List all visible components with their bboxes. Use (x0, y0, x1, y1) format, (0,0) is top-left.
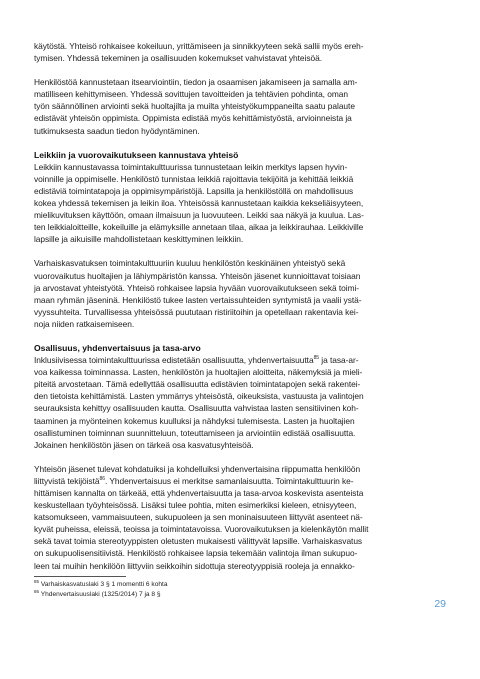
text-line: sekä tavat toimia stereotyyppisten oletusten mukaisesti välittyvät lapsille. Varhaiskasvatus (34, 536, 363, 547)
line-text: ja tasa-ar- (319, 355, 359, 366)
text-line: voinnille ja oppimiselle. Henkilöstö tunnistaa leikkiä rajoittavia tekijöitä ja kehittää leikkiä (34, 173, 354, 184)
section-play (34, 149, 447, 246)
text-line: Varhaiskasvatuksen toimintakulttuuriin kuuluu henkilöstön keskinäinen yhteistyö sekä (34, 258, 346, 269)
footnote-text: Varhaiskasvatuslaki 3 § 1 momentti 6 kohta (40, 581, 168, 588)
text-line: Leikkiin kannustavassa toimintakulttuurissa tunnustetaan leikin merkitys lapsen hyvin- (34, 161, 348, 172)
text-line: edistävät yhteisön oppimista. Oppimista edistää myös kehittämistyöstä, arvioinneista ja (34, 113, 352, 124)
text-line: hittämisen kannalta on tärkeää, että yhdenvertaisuutta ja tasa-arvoa koskevista asenteista (34, 488, 364, 498)
text-line: lapsille ja aikuisille mahdollistetaan keskittyminen leikkiin. (34, 234, 244, 245)
text-line: Yhteisön jäsenet tulevat kohdatuiksi ja kohdelluiksi yhdenvertaisina riippumatta henkilöön (34, 463, 361, 474)
line-text: Inklusiivisessa toimintakulttuurissa edistetään osallisuutta, yhdenvertaisuutta (34, 355, 314, 366)
text-line: den tietoista kehittämistä. Lasten ymmärrys yhteisöstä, oikeuksista, vastuusta ja valintojen (34, 391, 364, 402)
line-text: . Yhdenvertaisuus ei merkitse samanlaisuutta. Toimintakulttuurin ke- (104, 475, 354, 486)
footnote-ref-86[interactable]: 86 (99, 476, 105, 483)
paragraph-equality (34, 463, 447, 572)
text-line: kokea yhdessä tekemisen ja leikin iloa. Yhteisössä kannustetaan kaikkia kekseliäisyyteen, (34, 198, 364, 209)
text-line: työn säännöllinen arviointi sekä huoltajilta ja muilta yhteistyökumppaneilta saatu palaute (34, 101, 355, 112)
footnote-text: Yhdenvertaisuuslaki (1325/2014) 7 ja 8 § (40, 590, 161, 598)
text-line: Henkilöstöä kannustetaan itsearviointiin, tiedon ja osaamisen jakamiseen ja samalla am- (34, 77, 358, 88)
text-line: piteitä arvostetaan. Tämä edellyttää osallisuutta edistävien toimintatapojen sekä rakentei- (34, 379, 361, 390)
text-line: vuorovaikutus huoltajien ja lähiympäristön kanssa. Yhteisön jäsenet kunnioittavat toisiaan (34, 270, 361, 281)
text-line: leen tai muihin henkilöön liittyviin seikkoihin sidottuja stereotyyppisiä rooleja ja ennakko- (34, 560, 355, 571)
text-line: tymisen. Yhdessä tekeminen ja osallisuuden kokemukset vahvistavat yhteisöä. (34, 53, 322, 64)
text-line: taaminen ja myönteinen kokemus kuulluksi ja nähdyksi tulemisesta. Lasten ja huoltajien (34, 415, 355, 426)
text-line: maan ryhmän jäseninä. Henkilöstö tukee lasten vertaissuhteiden syntymistä ja vaalii ystä- (34, 294, 362, 305)
paragraph-staff-learning (34, 76, 447, 136)
paragraph-cooperation (34, 257, 447, 330)
footnote-divider (34, 576, 126, 577)
text-line: noja niiden ratkaisemiseen. (34, 318, 135, 329)
text-line: matilliseen kehittymiseen. Yhdessä sovittujen tavoitteiden ja tehtävien pohdinta, oman (34, 89, 348, 100)
footnote-number: 85 (34, 578, 40, 584)
text-line: Jokainen henkilöstön jäsen on tärkeä osa kasvatusyhteisöä. (34, 439, 254, 450)
text-line: keskustellaan työyhteisössä. Lisäksi tulee pohtia, miten esimerkiksi kieleen, etnisyyteen, (34, 500, 357, 511)
footnotes (34, 576, 447, 599)
text-line: mielikuvituksen käyttöön, omaan ilmaisuun ja luovuuteen. Leikki saa näkyä ja kuulua. Las- (34, 210, 364, 221)
text-line: ten leikkialoitteille, kokeiluille ja elämyksille annetaan tilaa, aikaa ja leikkirauhaa. Leikkiville (34, 222, 364, 233)
text-line (34, 354, 447, 366)
text-line: on sukupuolisensitiivistä. Henkilöstö rohkaisee lapsia tekemään valintoja ilman sukupuo- (34, 548, 358, 559)
text-line: seurauksista kehittyy osallisuuden kautta. Osallisuutta vahvistaa lasten sensitiivinen koh- (34, 403, 359, 414)
paragraph-intro (34, 40, 447, 64)
text-line: ja arvostavat yhteistyötä. Yhteisö rohkaisee lapsia hyvään vuorovaikutukseen sekä toimi- (34, 282, 360, 293)
footnote-86 (34, 590, 447, 600)
section-inclusion (34, 342, 447, 451)
text-line: käytöstä. Yhteisö rohkaisee kokeiluun, yrittämiseen ja sinnikkyyteen sekä sallii myös ereh- (34, 41, 364, 51)
footnote-85 (34, 580, 447, 590)
text-line: voa kaikessa toiminnassa. Lasten, henkilöstön ja huoltajien aloitteita, näkemyksiä ja mieli- (34, 367, 363, 378)
text-line: edistäviä toimintatapoja ja oppimisympäristöjä. Lapsilla ja henkilöstöllä on mahdollisuus (34, 185, 354, 196)
text-line: tutkimuksesta saadun tiedon hyödyntäminen. (34, 125, 200, 136)
footnote-number: 86 (34, 588, 40, 594)
section-heading-inclusion: Osallisuus, yhdenvertaisuus ja tasa-arvo (34, 342, 201, 353)
line-text: liittyvistä tekijöistä (34, 475, 100, 486)
text-line: osallistuminen toiminnan suunnitteluun, toteuttamiseen ja arviointiin edistää osallisuutta. (34, 427, 356, 438)
section-heading-play: Leikkiin ja vuorovaikutukseen kannustava yhteisö (34, 149, 239, 160)
text-line (34, 475, 447, 487)
text-line: vyyssuhteita. Turvallisessa yhteisössä puututaan ristiriitoihin ja opetellaan rakentavia kei- (34, 306, 359, 317)
footnote-ref-85[interactable]: 85 (313, 355, 320, 362)
page-number: 29 (434, 598, 446, 610)
text-line: kyvät puheissa, eleissä, teoissa ja toimintatavoissa. Vuorovaikutuksen ja kielenkäytön mallit (34, 524, 369, 535)
page-content (34, 40, 447, 584)
text-line: katsomukseen, vammaisuuteen, sukupuoleen ja sen moninaisuuteen liittyvät asenteet nä- (34, 512, 363, 523)
